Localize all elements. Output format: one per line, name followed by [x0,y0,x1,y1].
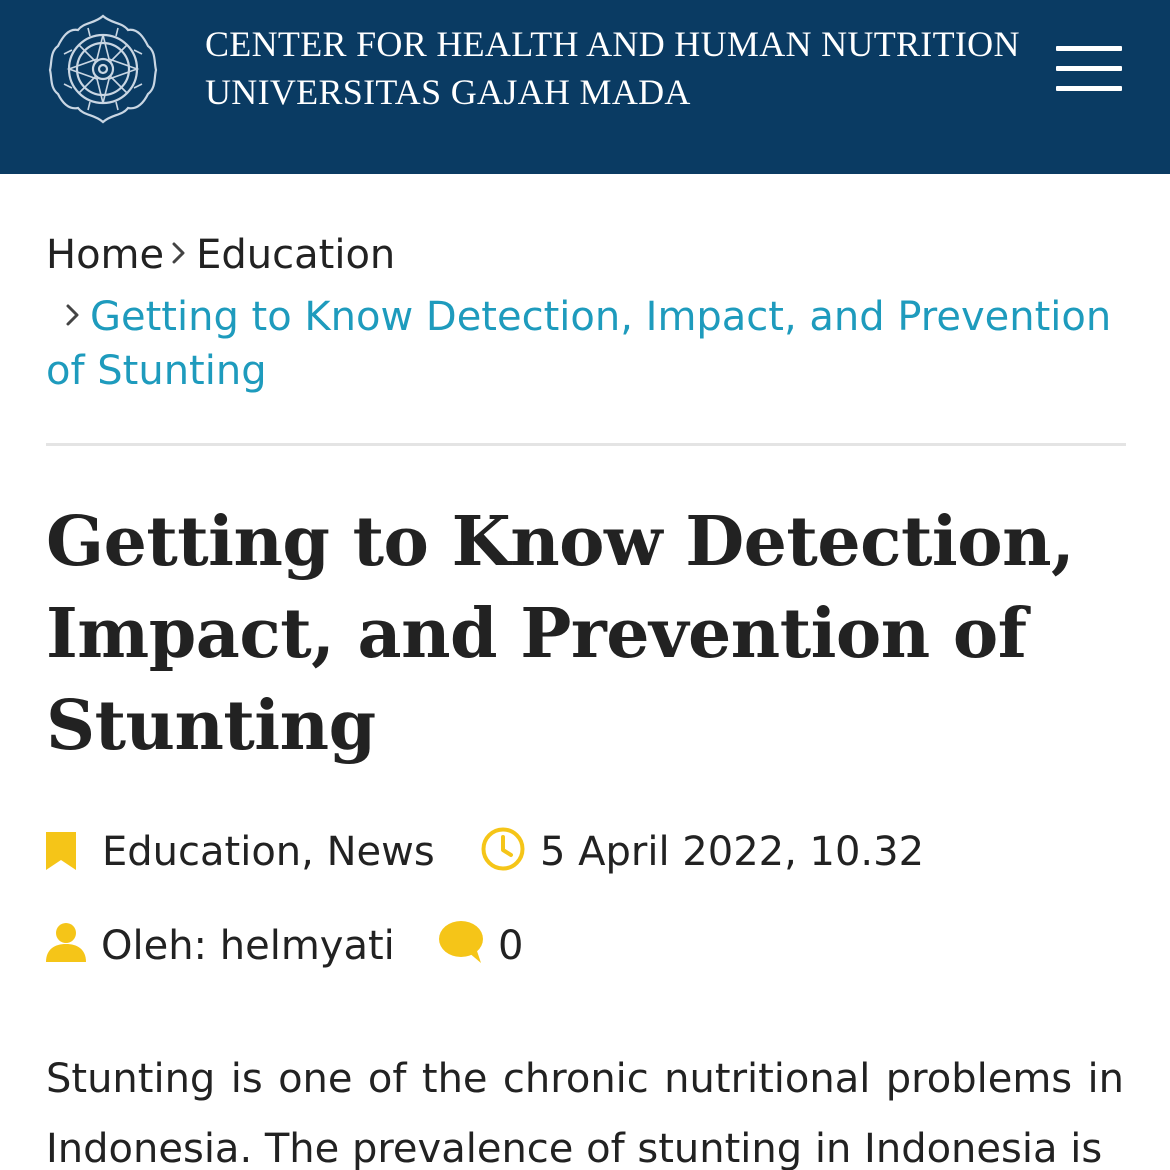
breadcrumb-current-page: Getting to Know Detection, Impact, and Prevention of Stunting [46,294,1112,394]
post-comment-count[interactable]: 0 [498,923,524,969]
ugm-seal-logo[interactable] [44,10,162,128]
clock-icon [480,826,526,872]
hamburger-menu-icon [1056,86,1122,91]
chevron-right-icon [46,294,90,334]
hamburger-menu-icon [1056,66,1122,71]
hamburger-menu-button[interactable] [1052,44,1124,94]
post-body-paragraph: Stunting is one of the chronic nutritional problems in Indonesia. The prevalence of stunting in Indonesia is [46,1056,1124,1170]
bookmark-icon [46,832,76,872]
site-title-line2: UNIVERSITAS GAJAH MADA [205,72,691,112]
breadcrumb-home-link[interactable]: Home [46,232,165,278]
breadcrumb-education-link[interactable]: Education [196,232,396,278]
hamburger-menu-icon [1056,46,1122,51]
site-title[interactable] [205,20,1020,116]
post-title: Getting to Know Detection, Impact, and Prevention of Stunting [46,502,1075,766]
post-author[interactable]: Oleh: helmyati [101,923,395,969]
chevron-right-icon [164,232,196,272]
user-icon [46,922,86,962]
post-meta-row [46,916,1126,976]
comment-bubble-icon [438,920,484,964]
site-header [0,0,1170,174]
site-title-line1: CENTER FOR HEALTH AND HUMAN NUTRITION [205,24,1020,64]
post-categories[interactable]: Education, News [102,829,435,875]
breadcrumb [46,226,1126,398]
post-date: 5 April 2022, 10.32 [540,829,925,875]
post-meta-row [46,822,1126,882]
breadcrumb-divider [46,443,1126,446]
